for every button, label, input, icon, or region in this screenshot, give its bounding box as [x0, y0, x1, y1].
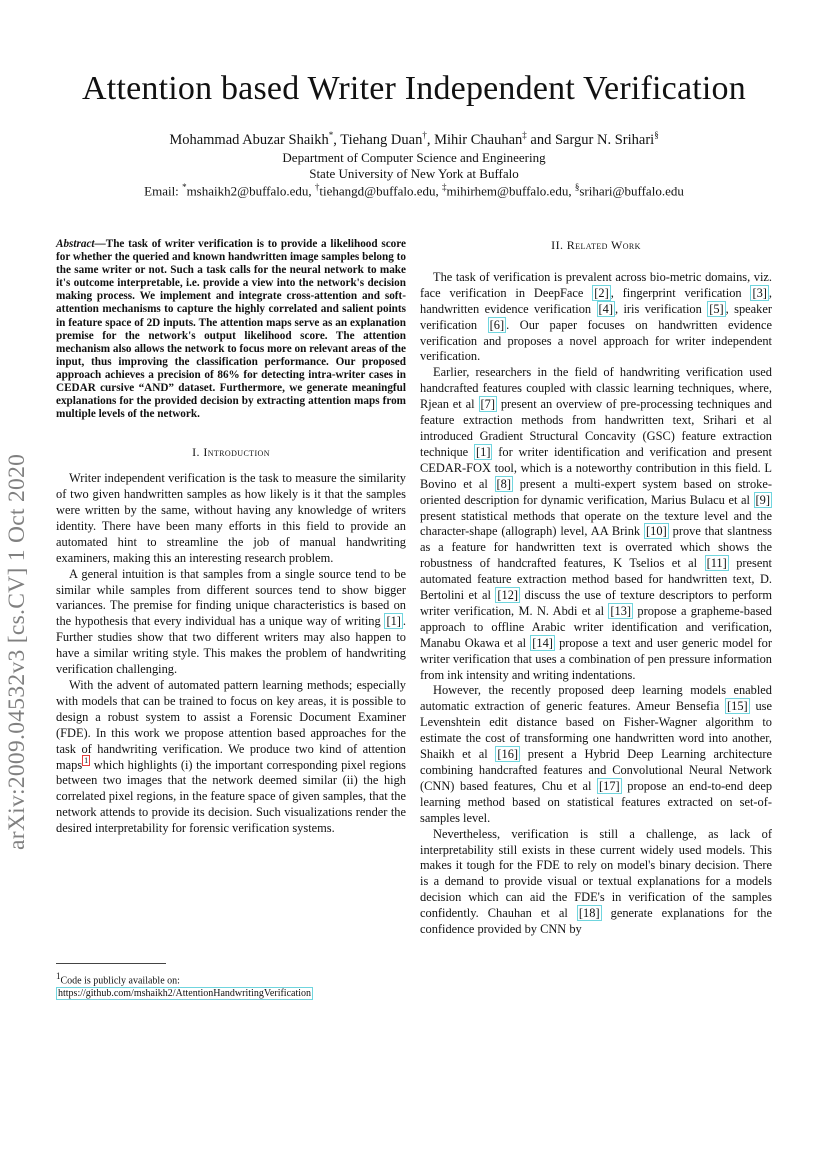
text-run: prove that slantness as a feature for handwritten text is overrated which shows the robustness of handcrafted features, K Tselios et al	[420, 524, 772, 571]
paper-title: Attention based Writer Independent Verification	[82, 70, 746, 107]
author-name: Mihir Chauhan	[434, 131, 523, 148]
section-title: Introduction	[203, 445, 270, 460]
text-run: However, the recently proposed deep learning models enabled automatic extraction of generic features. Ameur Bensefia	[420, 683, 772, 714]
email-address[interactable]: tiehangd@buffalo.edu	[319, 183, 436, 199]
section-heading-introduction	[56, 445, 406, 461]
email-mark: §	[574, 182, 580, 192]
author-mark: ‡	[522, 130, 527, 140]
section-number: II.	[551, 238, 564, 252]
author-mark: †	[422, 130, 427, 140]
code-url-link[interactable]: https://github.com/mshaikh2/AttentionHandwritingVerification	[58, 988, 312, 1000]
text-run: , speaker verification	[420, 301, 772, 332]
author-list: Mohammad Abuzar Shaikh*, Tiehang Duan†, Mihir Chauhan‡ and Sargur N. Srihari§	[169, 130, 659, 148]
citation-link[interactable]: [16]	[497, 747, 519, 762]
footnote-mark: 1	[56, 971, 61, 981]
citation-link[interactable]: [18]	[578, 906, 600, 921]
intro-paragraph	[56, 567, 406, 678]
text-run: present statistical methods that operate on the texture level and the character-shape (allograph) level, AA Brink	[420, 508, 772, 539]
intro-paragraph: Writer independent verification is the task to measure the similarity of two given handwritten samples as how likely is it that the samples were written by the same, without having any knowledge of writers identity. There have been many efforts in this field to provide an automated hint to streamline the job of manual handwriting examiners, making this an interesting research problem.	[56, 471, 406, 565]
text-run: propose a grapheme-based approach to offline Arabic writer identification and verification, Manabu Okawa et al	[420, 603, 772, 650]
email-mark: *	[182, 182, 187, 192]
text-run: use Levenshtein edit distance based on Fisher-Wagner algorithm to estimate the cost of transforming one handwritten word into another, Shaikh et al	[420, 699, 772, 762]
citation-link[interactable]: [14]	[532, 635, 553, 650]
citation-link[interactable]: [12]	[497, 588, 519, 603]
citation-link[interactable]: [13]	[610, 603, 632, 618]
text-run: propose an end-to-end deep learning method based on statistical features extracted on set-of-samples level.	[420, 778, 773, 825]
text-run: , fingerprint verification	[610, 285, 751, 300]
citation-link[interactable]: [3]	[752, 285, 767, 300]
email-label: Email:	[144, 183, 179, 199]
author-name: Tiehang Duan	[340, 131, 423, 148]
author-name: Sargur N. Srihari	[554, 131, 655, 148]
citation-link[interactable]: [2]	[594, 285, 609, 300]
text-run: , handwritten evidence verification	[420, 285, 772, 316]
citation-link[interactable]: [11]	[706, 556, 727, 571]
text-run: propose a text and user generic model for writer verification that uses a combination of pen pressure information from ink intensity and writing indentations.	[420, 635, 773, 682]
left-column	[56, 238, 406, 837]
citation-link[interactable]: [7]	[480, 397, 495, 412]
text-run: present automated feature extraction method based for handwritten text, D. Bertolini et al	[420, 556, 772, 603]
related-paragraph	[420, 683, 772, 826]
footnote	[56, 970, 406, 1000]
citation-link[interactable]: [15]	[727, 699, 748, 714]
citation-link[interactable]: [5]	[709, 301, 724, 316]
text-run: present a Hybrid Deep Learning architecture combining handcrafted features and Convolutional Neural Network (CNN) based features, Chu et al	[420, 747, 772, 793]
author-mark: §	[654, 130, 659, 140]
related-paragraph	[420, 270, 772, 365]
intro-paragraph	[56, 678, 406, 837]
related-paragraph	[420, 365, 772, 683]
text-run: . Our paper focuses on handwritten evidence verification and proposes a novel approach for writer independent verification.	[420, 317, 772, 364]
section-heading-related-work	[420, 238, 772, 254]
abstract: Abstract—The task of writer verification is to provide a likelihood score for whether the queried and known handwritten image samples belong to the same writer or not. Such a task calls for the neural network to make it's outcome interpretable, i.e. provide a view into the network's decision making process. We implement and integrate cross-attention and soft-attention mechanisms to capture the highly correlated and salient points in feature space of 2D inputs. The attention maps serve as an explanation premise for the network's output likelihood score. The attention mechanism also allows the network to focus more on relevant areas of the input, thus improving the classification performance. Our proposed approach achieves a precision of 86% for detecting intra-writer cases in CEDAR cursive “AND” dataset. Furthermore, we generate meaningful explanations for the provided decision by extracting attention maps from multiple levels of the network.	[56, 238, 406, 421]
email-mark: ‡	[441, 182, 447, 192]
text-run: A general intuition is that samples from a single source tend to be similar while samples from different sources tend to show bigger variances. The premise for finding unique characteristics is based on the hypothesis that every individual has a unique way of writing	[56, 566, 406, 629]
university: State University of New York at Buffalo	[309, 166, 519, 181]
department: Department of Computer Science and Engineering	[282, 150, 546, 165]
email-address[interactable]: mihirhem@buffalo.edu	[446, 183, 569, 199]
email-line: Email: *mshaikh2@buffalo.edu, †tiehangd@buffalo.edu, ‡mihirhem@buffalo.edu, §srihari@buffalo.edu	[144, 182, 684, 199]
text-run: , iris verification	[614, 301, 708, 316]
section-number: I.	[192, 445, 200, 460]
citation-link[interactable]: [1]	[386, 614, 401, 629]
text-run: Earlier, researchers in the field of handwriting verification used handcrafted features coupled with classic learning techniques, where, Rjean et al	[420, 365, 772, 412]
citation-link[interactable]: [10]	[646, 524, 667, 539]
text-run: . Further studies show that two different writers may also happen to have a similar writing style. This makes the problem of handwriting verification challenging.	[56, 614, 406, 677]
citation-link[interactable]: [1]	[476, 444, 491, 459]
email-mark: †	[314, 182, 320, 192]
section-title: Related Work	[566, 238, 641, 252]
text-run: generate explanations for the confidence provided by CNN by	[420, 906, 773, 937]
text-run: Nevertheless, verification is still a challenge, as lack of interpretability still exists in these current widely used models. This makes it tough for the FDE to rely on model's binary decision. There is a demand to provide visual or textual explanations for a models decision which can aid the FDE's in verification of the samples confidently. Chauhan et al	[420, 826, 772, 921]
author-mark: *	[328, 130, 334, 140]
author-name: Mohammad Abuzar Shaikh	[169, 131, 329, 148]
citation-link[interactable]: [9]	[755, 492, 770, 507]
email-address[interactable]: srihari@buffalo.edu	[579, 183, 684, 199]
right-column	[420, 238, 772, 938]
footnote-text: Code is publicly available on:	[60, 975, 180, 987]
text-run: for writer identification and verification and present CEDAR-FOX tool, which is a noteworthy contribution in this field. L Bovino et al	[420, 444, 772, 491]
text-run: which highlights (i) the important corresponding pixel regions between two images that the network deemed similar (ii) the high correlated pixel regions, in the feature space of given samples, that the network attends to provide its decision. Such visualizations render the desired interpretability for forensic verification systems.	[56, 757, 406, 836]
abstract-text: The task of writer verification is to provide a likelihood score for whether the queried and known handwritten image samples belong to the same writer or not. Such a task calls for the neural network to make it's outcome interpretable, i.e. provide a view into the network's decision making process. We implement and integrate cross-attention and soft-attention mechanisms to capture the highly correlated and salient points in feature space of 2D inputs. The attention maps serve as an explanation premise for the network's output likelihood score. The attention mechanism also allows the network to focus more on relevant areas of the input, thus improving the classification performance. Our proposed approach achieves a precision of 86% for detecting intra-writer cases in CEDAR cursive “AND” dataset. Furthermore, we generate meaningful explanations for the provided decision by extracting attention maps from multiple levels of the network.	[56, 238, 406, 421]
citation-link[interactable]: [17]	[599, 778, 620, 793]
text-run: discuss the use of texture descriptors to perform writer verification, M. N. Abdi et al	[420, 588, 772, 618]
related-paragraph	[420, 827, 772, 938]
citation-link[interactable]: [8]	[496, 476, 511, 491]
text-run: present an overview of pre-processing techniques and feature extraction methods from handwritten text, Srihari et al introduced Gradient Structural Concavity (GSC) feature extraction technique	[420, 397, 772, 459]
text-run: With the advent of automated pattern learning methods; especially with models that can be trained to focus on key areas, it is possible to design a robust system to assist a Forensic Document Examiner (FDE). In this work we propose attention based approaches for the task of handwriting verification. We produce two kind of attention maps	[56, 678, 406, 772]
text-run: The task of verification is prevalent across bio-metric domains, viz. face verification in DeepFace	[420, 269, 772, 300]
arxiv-stamp: arXiv:2009.04532v3 [cs.CV] 1 Oct 2020	[4, 453, 30, 850]
footnote-link[interactable]: 1	[84, 756, 89, 766]
footnote-divider	[56, 963, 166, 964]
citation-link[interactable]: [6]	[489, 317, 505, 332]
text-run: present a multi-expert system based on stroke-oriented description for dynamic verification, Marius Bulacu et al	[420, 476, 773, 507]
abstract-label: Abstract	[56, 238, 95, 250]
citation-link[interactable]: [4]	[598, 301, 613, 316]
email-address[interactable]: mshaikh2@buffalo.edu	[186, 183, 309, 199]
